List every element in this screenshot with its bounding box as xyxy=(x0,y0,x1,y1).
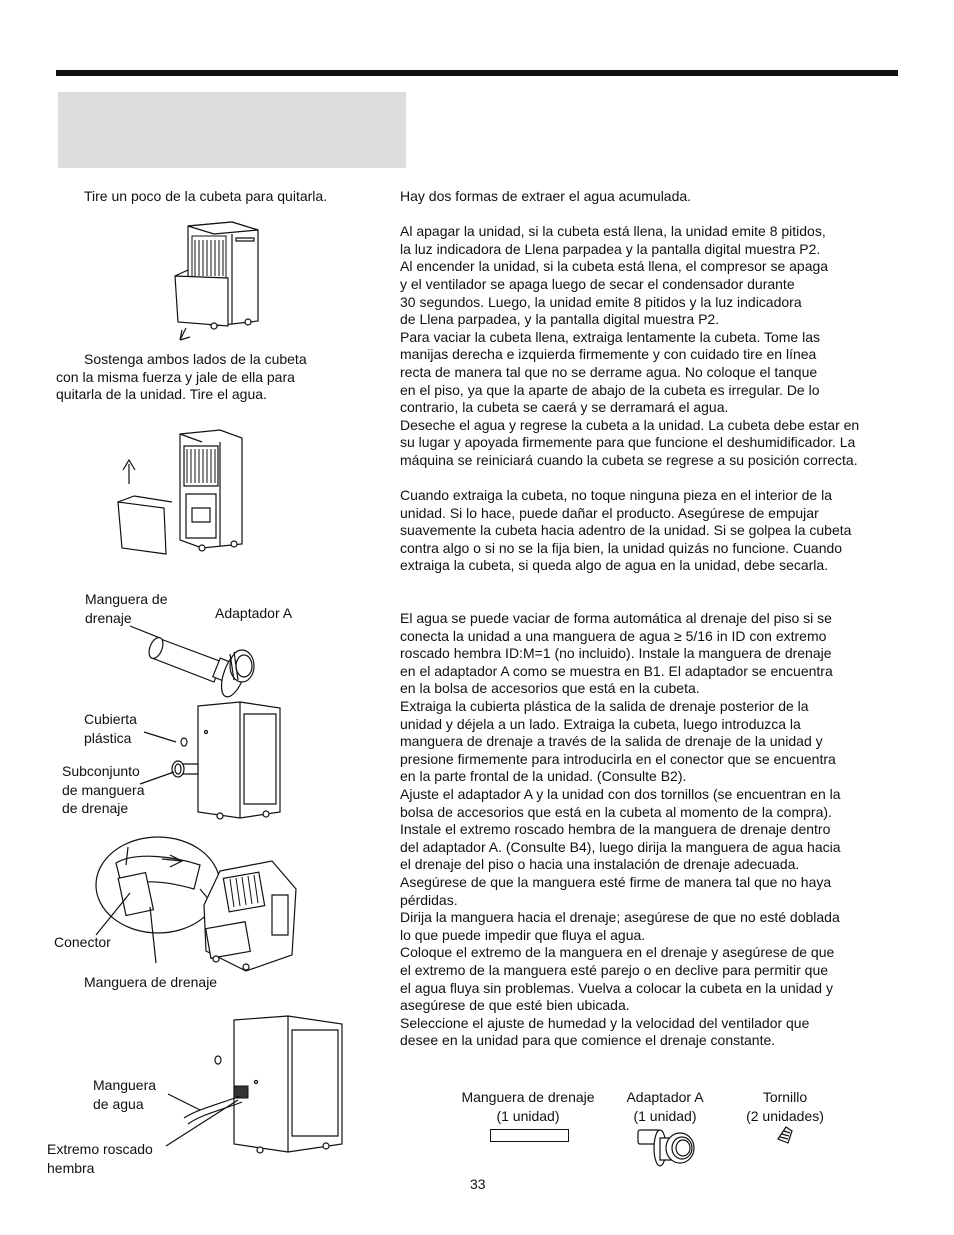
step2-line: Sostenga ambos lados de la cubeta xyxy=(84,351,307,367)
adapter-icon xyxy=(636,1126,706,1174)
label-line: Cubierta xyxy=(84,711,137,727)
block3-line: bolsa de accesorios que está en la cubeta al momento de la compra). xyxy=(400,803,832,820)
block1-line: recta de manera tal que no se derrame agua. No coloque el tanque xyxy=(400,363,818,380)
block3-line: El agua se puede vaciar de forma automática al drenaje del piso si se xyxy=(400,610,832,627)
block3-line: desee en la unidad para que comience el drenaje constante. xyxy=(400,1032,776,1049)
block1-line: manijas derecha e izquierda firmemente y con cuidado tire en línea xyxy=(400,346,817,363)
block2-line: unidad. Si lo hace, puede dañar el producto. Asegúrese de empujar xyxy=(400,504,819,521)
block2-line: contra algo o si no se la fija bien, la unidad quizás no funcione. Cuando xyxy=(400,539,843,556)
right-column xyxy=(400,188,898,1050)
header-rule xyxy=(56,70,898,76)
block3-line: asegúrese de que esté bien ubicada. xyxy=(400,997,630,1014)
step1-text: Tire un poco de la cubeta para quitarla. xyxy=(84,188,328,204)
label-line: hembra xyxy=(47,1160,95,1176)
block1-line: Al apagar la unidad, si la cubeta está llena, la unidad emite 8 pitidos, xyxy=(400,223,826,240)
block1-line: Para vaciar la cubeta llena, extraiga lentamente la cubeta. Tome las xyxy=(400,328,820,345)
accessory-qty: (1 unidad) xyxy=(496,1108,560,1124)
block3-line: Ajuste el adaptador A y la unidad con dos tornillos (se encuentran en la xyxy=(400,786,841,802)
block1-line: la luz indicadora de Llena parpadea y la pantalla digital muestra P2. xyxy=(400,240,821,257)
pull-bucket-illustration xyxy=(170,218,280,343)
block2-line: Cuando extraiga la cubeta, no toque ninguna pieza en el interior de la xyxy=(400,487,832,504)
label-subconjunto xyxy=(62,762,145,818)
drain-hose-icon xyxy=(490,1129,569,1142)
block1-line: Deseche el agua y regrese la cubeta a la unidad. La cubeta debe estar en xyxy=(400,416,860,433)
accessory-qty: (2 unidades) xyxy=(746,1108,824,1124)
block3-line: el extremo de la manguera esté parejo o en declive para permitir que xyxy=(400,961,829,978)
accessory-adapter xyxy=(610,1088,720,1126)
block3-line: el drenaje del piso o hacia una instalación de drenaje adecuada. xyxy=(400,856,800,873)
block3-line: unidad y déjela a un lado. Extraiga la cubeta, luego introduzca la xyxy=(400,715,801,732)
block1-line: contrario, la cubeta se caerá y se derramará el agua. xyxy=(400,399,729,416)
block3-line: en la bolsa de accesorios que está en la cubeta. xyxy=(400,680,700,697)
label-line: Extremo roscado xyxy=(47,1141,153,1157)
block3-line: Asegúrese de que la manguera esté firme de manera tal que no haya xyxy=(400,873,832,890)
block3-line: roscado hembra ID:M=1 (no incluido). Instale la manguera de drenaje xyxy=(400,645,832,662)
page-number: 33 xyxy=(470,1176,486,1192)
block3-line: lo que puede impedir que fluya el agua. xyxy=(400,926,646,943)
label-cubierta-plastica xyxy=(84,710,137,748)
block3-line: en el adaptador A como se muestra en B1. El adaptador se encuentra xyxy=(400,662,833,679)
accessory-name: Tornillo xyxy=(762,1089,808,1105)
rear-drain-illustration xyxy=(140,698,290,828)
label-line: Manguera de xyxy=(85,591,168,607)
block3-line: presione firmemente para introducirla en el conector que se encuentra xyxy=(400,750,836,767)
block3-line: el agua fluya sin problemas. Vuelva a colocar la cubeta en la unidad y xyxy=(400,979,833,996)
connector-detail-illustration xyxy=(96,835,306,975)
label-manguera-drenaje-2: Manguera de drenaje xyxy=(84,974,218,990)
section-title-box xyxy=(58,92,406,168)
accessory-qty: (1 unidad) xyxy=(633,1108,697,1124)
block3-line: manguera de drenaje a través de la salida de drenaje de la unidad y xyxy=(400,733,823,750)
block1-line: y el ventilador se apaga luego de secar el condensador durante xyxy=(400,275,795,292)
accessory-hose xyxy=(448,1088,608,1126)
intro-text: Hay dos formas de extraer el agua acumulada. xyxy=(400,188,692,204)
step2-text xyxy=(56,351,356,404)
accessory-screw xyxy=(730,1088,840,1126)
label-line: de agua xyxy=(93,1096,144,1112)
label-line: de drenaje xyxy=(62,800,129,816)
label-manguera-agua xyxy=(93,1076,156,1114)
block3-line: pérdidas. xyxy=(400,891,458,908)
label-line: plástica xyxy=(84,730,132,746)
block1-line: máquina se reiniciará cuando la cubeta se regrese a su posición correcta. xyxy=(400,451,858,468)
block3-line: del adaptador A. (Consulte B4), luego dirija la manguera de agua hacia xyxy=(400,838,841,855)
label-extremo-roscado xyxy=(47,1140,153,1178)
block2 xyxy=(400,487,898,575)
accessory-name: Adaptador A xyxy=(626,1089,704,1105)
block3-line: Dirija la manguera hacia el drenaje; asegúrese de que no esté doblada xyxy=(400,909,840,926)
block3-line: Instale el extremo roscado hembra de la manguera de drenaje dentro xyxy=(400,821,831,838)
block1-line: en el piso, ya que la aparte de abajo de la cubeta es irregular. De lo xyxy=(400,381,820,398)
label-line: Subconjunto xyxy=(62,763,140,779)
block3-line: Extraiga la cubierta plástica de la salida de drenaje posterior de la xyxy=(400,698,809,715)
block1-line: 30 segundos. Luego, la unidad emite 8 pitidos y la luz indicadora xyxy=(400,293,802,310)
block3-line: conecta la unidad a una manguera de agua ≥ 5/16 in ID con extremo xyxy=(400,627,827,644)
block3 xyxy=(400,610,898,1050)
label-line: de manguera xyxy=(62,781,145,798)
block1-line: Al encender la unidad, si la cubeta está llena, el compresor se apaga xyxy=(400,258,829,275)
block3-line: en la parte frontal de la unidad. (Consulte B2). xyxy=(400,768,687,785)
step2-line: con la misma fuerza y jale de ella para xyxy=(56,368,295,385)
block1-line: de Llena parpadea, y la pantalla digital muestra P2. xyxy=(400,311,720,328)
screw-icon xyxy=(774,1125,798,1147)
step2-line: quitarla de la unidad. Tire el agua. xyxy=(56,386,267,403)
block3-line: Coloque el extremo de la manguera en el drenaje y asegúrese de que xyxy=(400,944,835,961)
accessory-name: Manguera de drenaje xyxy=(461,1089,595,1105)
block3-line: Seleccione el ajuste de humedad y la velocidad del ventilador que xyxy=(400,1014,810,1031)
block1 xyxy=(400,223,898,469)
label-line: Manguera xyxy=(93,1077,157,1093)
block2-line: extraiga la cubeta, si queda algo de agua en la unidad, debe secarla. xyxy=(400,557,829,574)
hose-adapter-illustration xyxy=(130,620,280,690)
label-conector: Conector xyxy=(54,934,111,950)
block2-line: suavemente la cubeta hacia adentro de la unidad. Si se golpea la cubeta xyxy=(400,522,852,539)
remove-bucket-illustration xyxy=(112,428,277,558)
block1-line: su lugar y apoyada firmemente para que funcione el deshumidificador. La xyxy=(400,434,856,451)
label-adaptador-a: Adaptador A xyxy=(215,605,293,621)
water-hose-illustration xyxy=(160,1012,350,1162)
label-line: drenaje xyxy=(85,610,132,626)
